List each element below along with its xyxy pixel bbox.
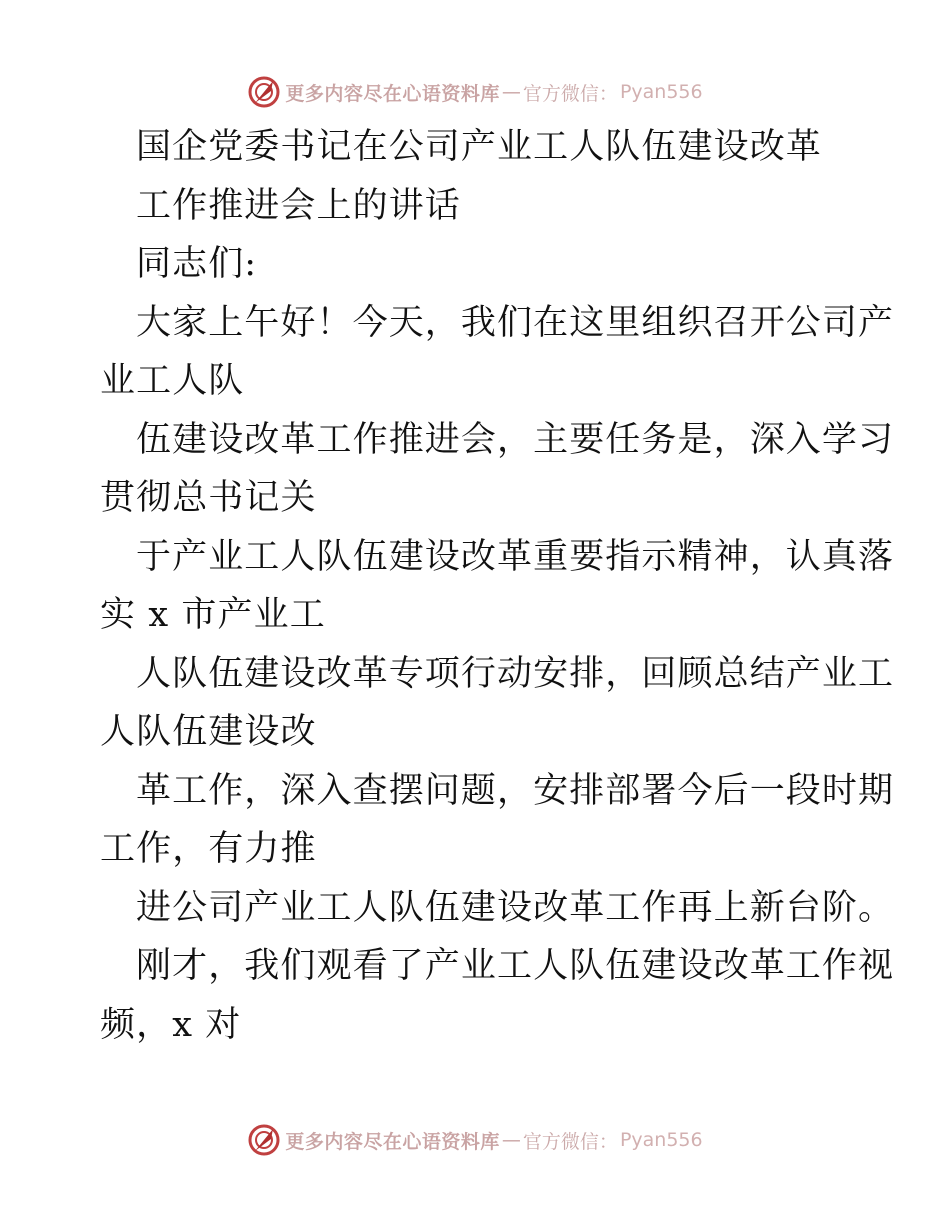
quill-logo-icon — [247, 75, 281, 109]
doc-text-line: 进公司产业工人队伍建设改革工作再上新台阶。 — [136, 887, 895, 928]
footer-watermark-banner — [0, 1120, 950, 1160]
doc-text-line: 人队伍建设改革专项行动安排，回顾总结产业工 — [136, 653, 895, 694]
banner-dash: — — [501, 1129, 521, 1151]
doc-text-line: 刚才，我们观看了产业工人队伍建设改革工作视 — [136, 946, 895, 986]
banner-wechat-id: Pyan556 — [619, 1129, 703, 1151]
doc-text-line: 业工人队 — [100, 361, 245, 401]
doc-text-line: 实 x 市产业工 — [100, 595, 326, 635]
doc-text-line: 工作，有力推 — [100, 829, 317, 869]
banner-dash: — — [501, 81, 521, 103]
doc-text-line: 贯彻总书记关 — [100, 478, 317, 518]
banner-label: 官方微信： — [522, 82, 618, 105]
doc-text-line: 大家上午好！今天，我们在这里组织召开公司产 — [136, 302, 895, 343]
banner-wechat-id: Pyan556 — [619, 81, 703, 103]
doc-title-line-1: 国企党委书记在公司产业工人队伍建设改革 — [136, 127, 822, 167]
banner-label: 官方微信： — [522, 1130, 618, 1153]
doc-text-line: 频，x 对 — [100, 1004, 242, 1045]
doc-text-line: 于产业工人队伍建设改革重要指示精神，认真落 — [136, 536, 895, 577]
header-watermark-banner — [0, 72, 950, 112]
doc-title-line-2: 工作推进会上的讲话 — [136, 185, 461, 226]
doc-text-line: 革工作，深入查摆问题，安排部署今后一段时期 — [136, 770, 895, 811]
doc-text-line: 人队伍建设改 — [100, 712, 317, 752]
banner-text: 更多内容尽在心语资料库 — [285, 82, 500, 105]
doc-text-line: 伍建设改革工作推进会，主要任务是，深入学习 — [136, 419, 895, 460]
banner-text: 更多内容尽在心语资料库 — [285, 1130, 500, 1153]
document-body — [100, 118, 895, 1054]
doc-salutation: 同志们: — [136, 244, 258, 284]
quill-logo-icon — [247, 1123, 281, 1157]
